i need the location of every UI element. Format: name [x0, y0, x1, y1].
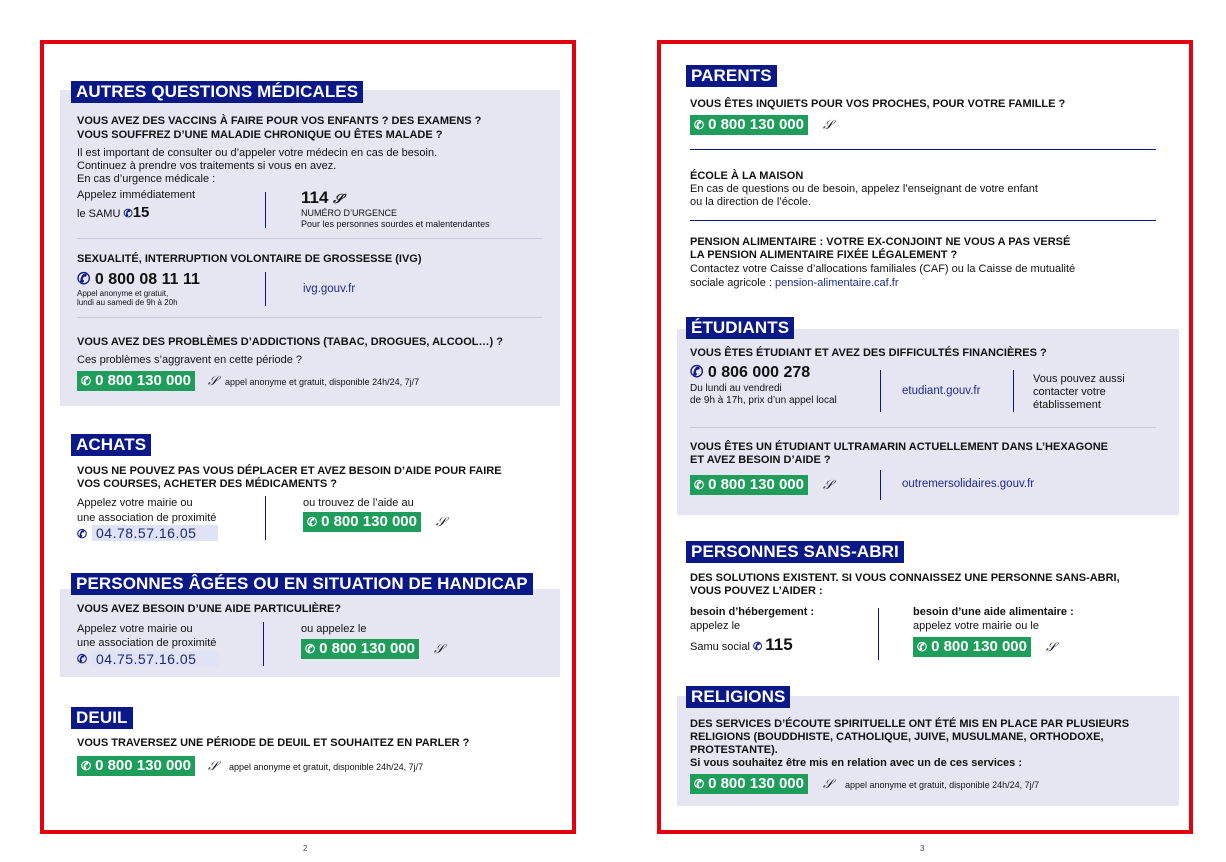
agees-heading: PERSONNES ÂGÉES OU EN SITUATION DE HANDICAP — [71, 573, 533, 595]
phone-icon: ✆ — [77, 527, 88, 541]
phone-icon: ✆ — [694, 118, 705, 132]
achats-phone-button[interactable]: ✆ 0 800 130 000 — [303, 512, 421, 532]
medical-text-3: En cas d’urgence médicale : — [77, 173, 216, 185]
school-text-1: En cas de questions ou de besoin, appelez l’enseignant de votre enfant — [690, 183, 1038, 195]
ivg-note-1: Appel anonyme et gratuit, — [77, 289, 169, 298]
ultramarin-link[interactable]: outremersolidaires.gouv.fr — [902, 478, 1035, 490]
ivg-number[interactable]: ✆ 0 800 08 11 11 — [77, 271, 200, 288]
religions-heading: RELIGIONS — [686, 686, 790, 708]
alimentaire-title: besoin d’une aide alimentaire : — [913, 606, 1074, 618]
agees-local-number-value[interactable]: 04.75.57.16.05 — [92, 651, 218, 667]
agees-phone-button[interactable]: ✆ 0 800 130 000 — [301, 639, 419, 659]
deuil-phone-button[interactable]: ✆ 0 800 130 000 — [77, 756, 195, 776]
divider — [265, 272, 266, 306]
divider — [77, 317, 542, 318]
emergency-114-number[interactable]: 114 𝒮 — [301, 188, 344, 207]
deuil-heading: DEUIL — [71, 707, 133, 729]
school-title: ÉCOLE À LA MAISON — [690, 170, 804, 182]
achats-question-2: VOS COURSES, ACHETER DES MÉDICAMENTS ? — [77, 478, 337, 490]
hebergement-call: Samu social ✆ 115 — [690, 635, 793, 654]
religions-note: appel anonyme et gratuit, disponible 24h/24, 7j/7 — [845, 780, 1040, 790]
parents-phone-button[interactable]: ✆ 0 800 130 000 — [690, 115, 808, 135]
divider — [77, 238, 542, 239]
medical-question-1: VOUS AVEZ DES VACCINS À FAIRE POUR VOS ENFANTS ? DES EXAMENS ? — [77, 115, 482, 127]
page-right — [657, 40, 1193, 834]
sansabri-question-2: VOUS POUVEZ L’AIDER : — [690, 585, 823, 597]
phone-icon: ✆ — [917, 640, 928, 654]
school-text-2: ou la direction de l’école. — [690, 196, 812, 208]
ear-icon: 𝒮 — [208, 758, 219, 773]
agees-local-number[interactable] — [77, 650, 87, 668]
phone-icon: ✆ — [123, 208, 133, 220]
ivg-link[interactable]: ivg.gouv.fr — [303, 283, 356, 295]
etudiants-note-2: de 9h à 17h, prix d’un appel local — [690, 395, 837, 406]
parents-heading: PARENTS — [686, 65, 777, 87]
pension-text-2: sociale agricole : pension-alimentaire.caf.fr — [690, 277, 899, 289]
sansabri-heading: PERSONNES SANS-ABRI — [686, 541, 904, 563]
alimentaire-phone-button[interactable]: ✆ 0 800 130 000 — [913, 637, 1031, 657]
agees-question: VOUS AVEZ BESOIN D’UNE AIDE PARTICULIÈRE? — [77, 603, 342, 615]
achats-text-1: Appelez votre mairie ou — [77, 497, 193, 509]
ear-icon: 𝒮 — [436, 514, 447, 529]
divider — [263, 622, 264, 666]
divider — [1013, 370, 1014, 412]
divider — [880, 370, 881, 412]
religions-question-1: DES SERVICES D’ÉCOUTE SPIRITUELLE ONT ÉTÉ MIS EN PLACE PAR PLUSIEURS — [690, 718, 1130, 730]
divider — [265, 192, 266, 228]
phone-icon: ✆ — [752, 641, 763, 653]
religions-phone-button[interactable]: ✆ 0 800 130 000 — [690, 774, 808, 794]
ear-icon: 𝒮 — [333, 191, 344, 206]
etudiants-alt-3: établissement — [1033, 399, 1101, 411]
ear-icon: 𝒮 — [434, 641, 445, 656]
samu-label: le SAMU — [77, 208, 121, 220]
achats-or-text: ou trouvez de l’aide au — [303, 497, 414, 509]
medical-text-1: Il est important de consulter ou d’appeler votre médecin en cas de besoin. — [77, 147, 438, 159]
sansabri-question-1: DES SOLUTIONS EXISTENT. SI VOUS CONNAISSEZ UNE PERSONNE SANS-ABRI, — [690, 572, 1120, 584]
religions-question-2: RELIGIONS (BOUDDHISTE, CATHOLIQUE, JUIVE, MUSULMANE, ORTHODOXE, — [690, 731, 1104, 743]
ivg-note-2: lundi au samedi de 9h à 20h — [77, 298, 178, 307]
parents-question: VOUS ÊTES INQUIETS POUR VOS PROCHES, POUR VOTRE FAMILLE ? — [690, 98, 1066, 110]
ear-icon: 𝒮 — [823, 776, 834, 791]
agees-or-text: ou appelez le — [301, 623, 367, 635]
ultramarin-question-2: ET AVEZ BESOIN D’AIDE ? — [690, 454, 831, 466]
divider — [690, 427, 1156, 428]
agees-text-2: une association de proximité — [77, 637, 217, 649]
phone-icon: ✆ — [307, 515, 318, 529]
ivg-title: SEXUALITÉ, INTERRUPTION VOLONTAIRE DE GROSSESSE (IVG) — [77, 253, 422, 265]
achats-text-2: une association de proximité — [77, 512, 217, 524]
ear-icon: 𝒮 — [1046, 639, 1057, 654]
divider — [878, 608, 879, 660]
samu-social-number[interactable]: 115 — [765, 635, 793, 654]
phone-icon: ✆ — [77, 271, 91, 288]
phone-icon: ✆ — [305, 642, 316, 656]
pension-question-2: LA PENSION ALIMENTAIRE FIXÉE LÉGALEMENT ? — [690, 249, 958, 261]
samu-call-text-2 — [77, 206, 149, 221]
page-number-left: 2 — [303, 844, 308, 853]
phone-icon: ✆ — [77, 652, 88, 666]
etudiants-question: VOUS ÊTES ÉTUDIANT ET AVEZ DES DIFFICULTÉS FINANCIÈRES ? — [690, 347, 1047, 359]
hebergement-text: appelez le — [690, 620, 741, 632]
pension-text-1: Contactez votre Caisse d’allocations familiales (CAF) ou la Caisse de mutualité — [690, 263, 1076, 275]
etudiants-note-1: Du lundi au vendredi — [690, 383, 782, 394]
deuil-question: VOUS TRAVERSEZ UNE PÉRIODE DE DEUIL ET SOUHAITEZ EN PARLER ? — [77, 737, 470, 749]
addictions-title: VOUS AVEZ DES PROBLÈMES D’ADDICTIONS (TABAC, DROGUES, ALCOOL…) ? — [77, 336, 503, 348]
achats-question-1: VOUS NE POUVEZ PAS VOUS DÉPLACER ET AVEZ BESOIN D’AIDE POUR FAIRE — [77, 465, 502, 477]
medical-heading: AUTRES QUESTIONS MÉDICALES — [71, 81, 363, 103]
addictions-text: Ces problèmes s’aggravent en cette période ? — [77, 354, 303, 366]
medical-question-2: VOUS SOUFFREZ D’UNE MALADIE CHRONIQUE OU ÊTES MALADE ? — [77, 129, 443, 141]
deuil-note: appel anonyme et gratuit, disponible 24h/24, 7j/7 — [229, 762, 424, 772]
ultramarin-question-1: VOUS ÊTES UN ÉTUDIANT ULTRAMARIN ACTUELLEMENT DANS L’HEXAGONE — [690, 441, 1109, 453]
samu-number[interactable]: 15 — [132, 204, 150, 221]
hebergement-title: besoin d’hébergement : — [690, 606, 815, 618]
ear-icon: 𝒮 — [823, 117, 834, 132]
ultramarin-phone-button[interactable]: ✆ 0 800 130 000 — [690, 475, 808, 495]
alimentaire-text: appelez votre mairie ou le — [913, 620, 1039, 632]
medical-text-2: Continuez à prendre vos traitements si vous en avez. — [77, 160, 337, 172]
agees-text-1: Appelez votre mairie ou — [77, 623, 193, 635]
emergency-114-label: NUMÉRO D’URGENCE — [301, 208, 398, 218]
ear-icon: 𝒮 — [208, 373, 219, 388]
divider — [880, 470, 881, 500]
religions-question-4: Si vous souhaitez être mis en relation avec un de ces services : — [690, 757, 1022, 769]
addictions-phone-button[interactable]: ✆ 0 800 130 000 — [77, 371, 195, 391]
emergency-114-subtitle: Pour les personnes sourdes et malentendantes — [301, 219, 490, 229]
etudiants-alt-1: Vous pouvez aussi — [1033, 373, 1125, 385]
phone-icon: ✆ — [690, 364, 704, 381]
divider — [265, 496, 266, 540]
divider — [690, 149, 1156, 150]
achats-local-number[interactable] — [77, 525, 87, 543]
achats-heading: ACHATS — [71, 434, 151, 456]
phone-icon: ✆ — [81, 374, 92, 388]
addictions-note: appel anonyme et gratuit, disponible 24h/24, 7j/7 — [225, 377, 420, 387]
etudiants-heading: ÉTUDIANTS — [686, 317, 794, 339]
phone-icon: ✆ — [694, 777, 705, 791]
etudiants-link[interactable]: etudiant.gouv.fr — [902, 385, 981, 397]
achats-local-number-value[interactable]: 04.78.57.16.05 — [92, 525, 218, 541]
page-number-right: 3 — [920, 844, 925, 853]
pension-link[interactable]: pension-alimentaire.caf.fr — [775, 277, 899, 289]
divider — [690, 220, 1156, 221]
ear-icon: 𝒮 — [823, 477, 834, 492]
phone-icon: ✆ — [81, 759, 92, 773]
page-left — [40, 40, 576, 834]
samu-call-text-1: Appelez immédiatement — [77, 189, 196, 201]
religions-question-3: PROTESTANTE). — [690, 744, 778, 756]
etudiants-number[interactable]: ✆ 0 806 000 278 — [690, 364, 811, 381]
phone-icon: ✆ — [694, 478, 705, 492]
pension-question-1: PENSION ALIMENTAIRE : VOTRE EX-CONJOINT NE VOUS A PAS VERSÉ — [690, 236, 1071, 248]
etudiants-alt-2: contacter votre — [1033, 386, 1106, 398]
